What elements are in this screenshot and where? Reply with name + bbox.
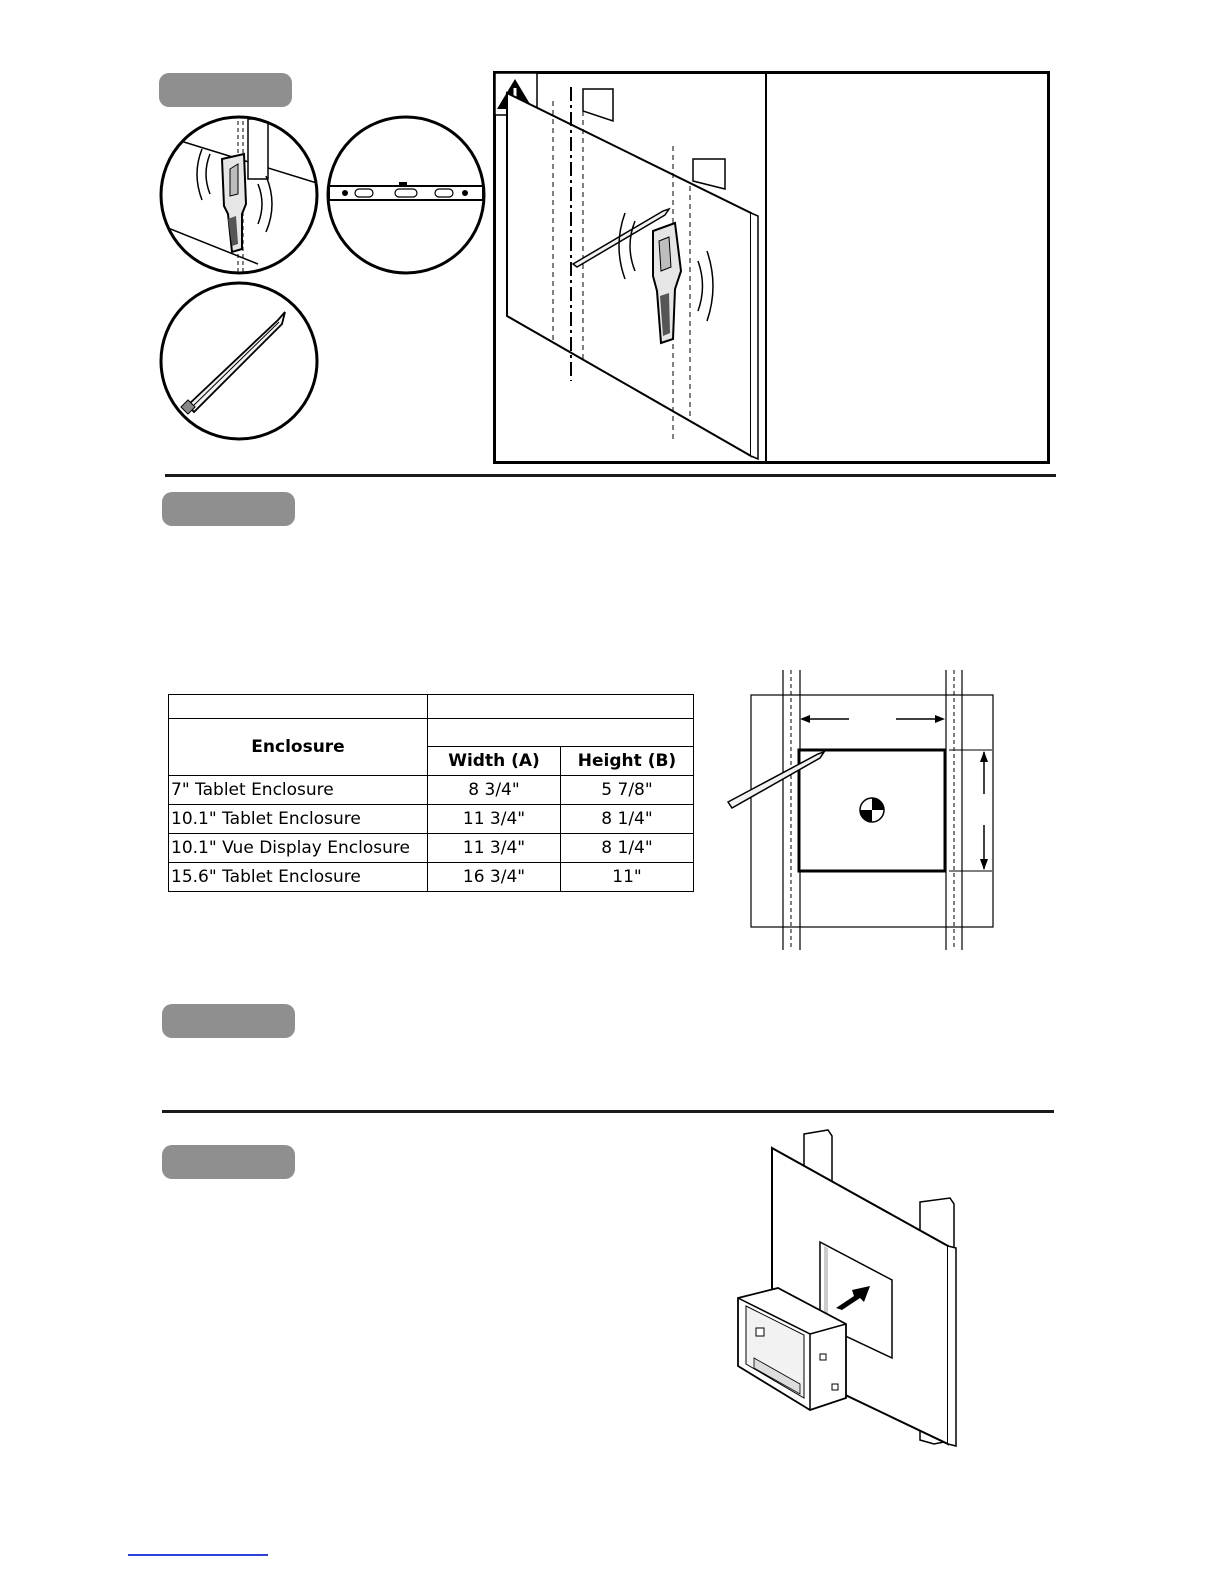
header-width: Width (A): [428, 747, 561, 776]
stud-finder-circle: [158, 114, 320, 276]
section-divider-1: [165, 474, 1056, 477]
table-row: 7" Tablet Enclosure 8 3/4" 5 7/8": [169, 776, 694, 805]
enclosure-install-illustration: [724, 1128, 974, 1450]
table-row: 10.1" Vue Display Enclosure 11 3/4" 8 1/4": [169, 834, 694, 863]
table-row: 15.6" Tablet Enclosure 16 3/4" 11": [169, 863, 694, 892]
stud-finder-icon: [222, 154, 246, 252]
level-icon: [329, 182, 483, 200]
cutout-layout-diagram: [724, 670, 999, 950]
header-height: Height (B): [561, 747, 694, 776]
stud-locating-illustration: [493, 71, 1050, 464]
step-2-label: [162, 492, 295, 526]
pencil-icon: [181, 312, 285, 414]
level-circle: [325, 114, 487, 276]
pencil-circle: [158, 280, 320, 442]
step-1-label: [159, 73, 292, 107]
table-row: 10.1" Tablet Enclosure 11 3/4" 8 1/4": [169, 805, 694, 834]
enclosure-dimension-table: [168, 694, 694, 892]
header-enclosure: Enclosure: [169, 719, 428, 776]
section-divider-2: [162, 1110, 1054, 1113]
footer-link-underline[interactable]: [128, 1554, 268, 1556]
step-3-label: [162, 1004, 295, 1038]
step-4-label: [162, 1145, 295, 1179]
